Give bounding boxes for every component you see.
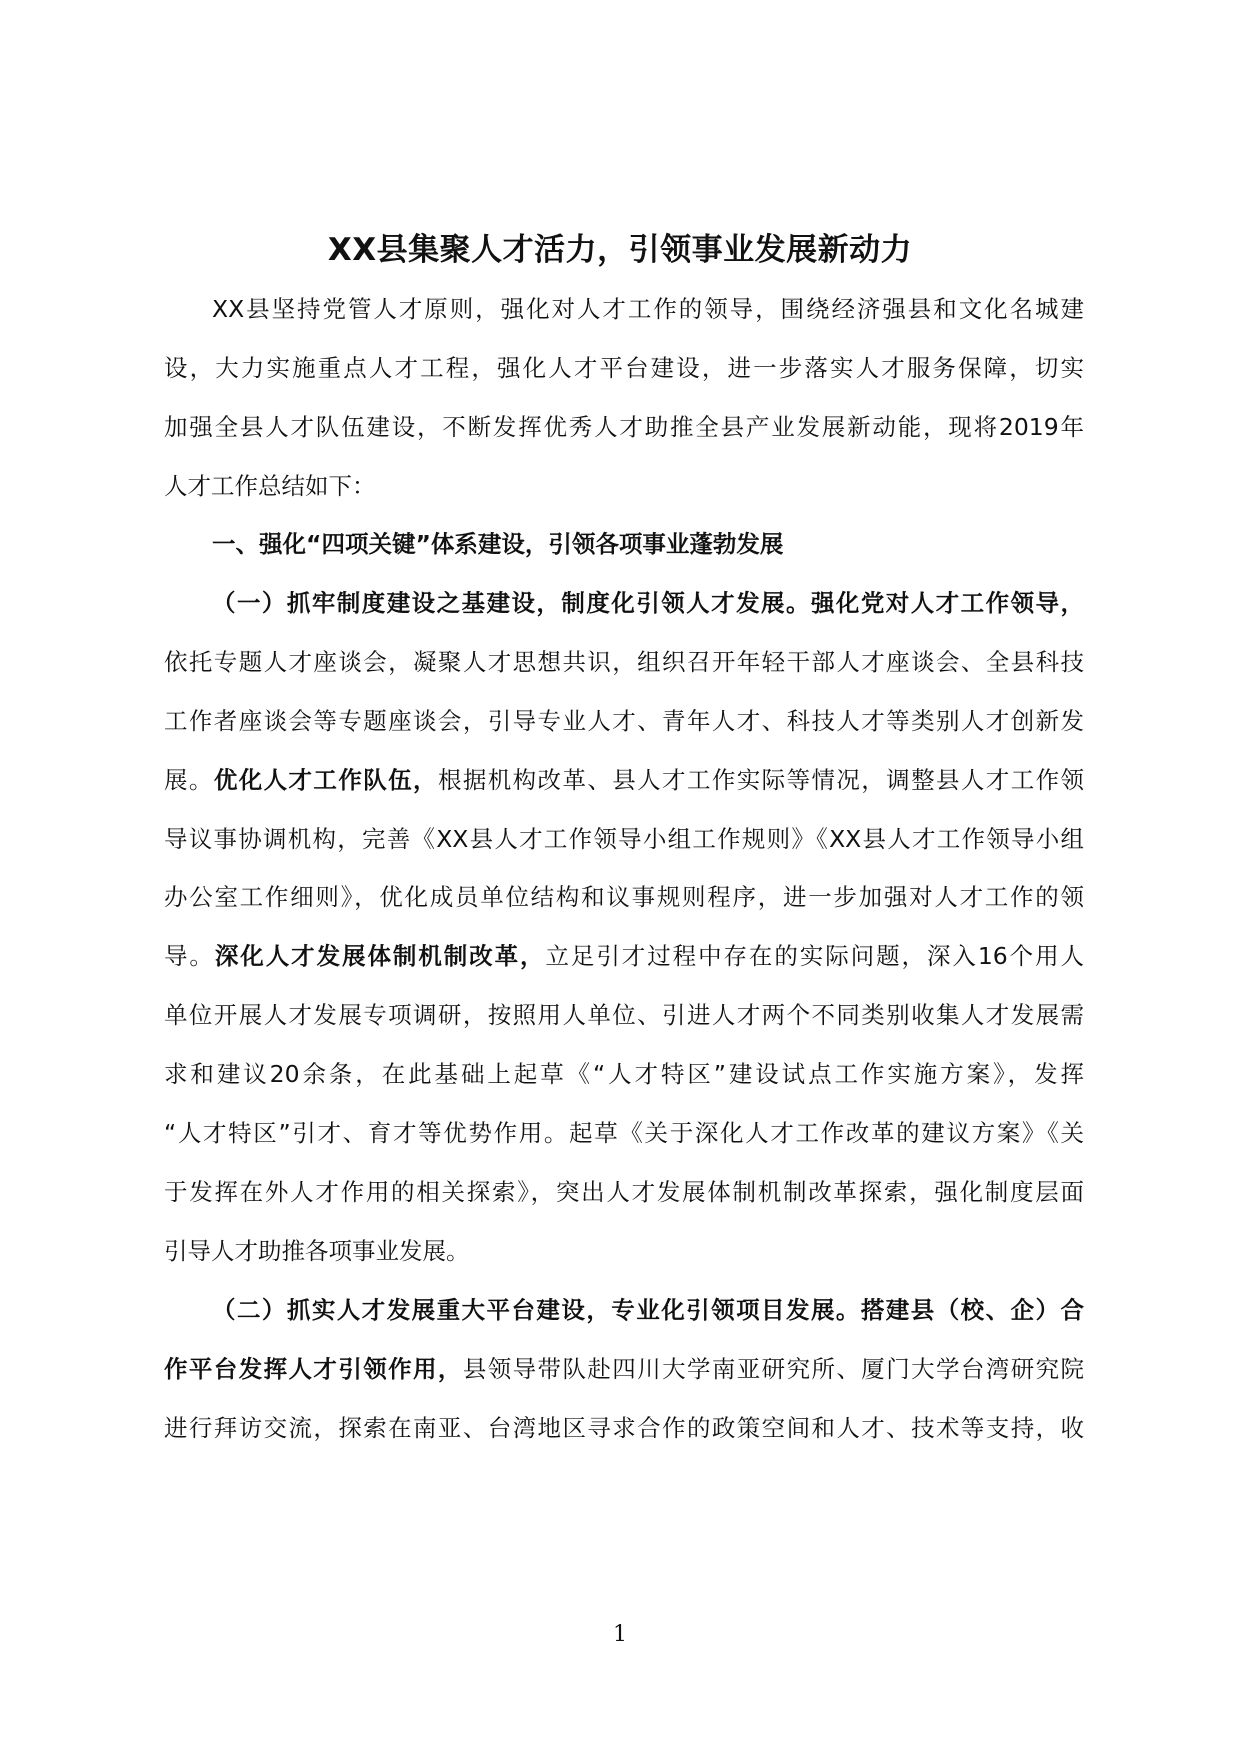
sub1-line-11: 于发挥在外人才作用的相关探索》，突出人才发展体制机制改革探索，强化制度层面 xyxy=(164,1178,1084,1206)
sub1-line-4-bold: 优化人才工作队伍， xyxy=(213,766,438,794)
intro-line-4: 人才工作总结如下： xyxy=(164,472,376,500)
sub2-line-2-post: 县领导带队赴四川大学南亚研究所、厦门大学台湾研究院 xyxy=(462,1355,1085,1383)
sub1-line-4-post: 根据机构改革、县人才工作实际等情况，调整县人才工作领 xyxy=(437,766,1085,794)
sub1-line-3: 工作者座谈会等专题座谈会，引导专业人才、青年人才、科技人才等类别人才创新发 xyxy=(164,707,1084,735)
intro-line-2: 设，大力实施重点人才工程，强化人才平台建设，进一步落实人才服务保障，切实 xyxy=(164,354,1084,382)
sub1-line-4 xyxy=(164,763,1084,797)
intro-line-3: 加强全县人才队伍建设，不断发挥优秀人才助推全县产业发展新动能，现将2019年 xyxy=(164,413,1084,441)
sub2-line-3: 进行拜访交流，探索在南亚、台湾地区寻求合作的政策空间和人才、技术等支持，收 xyxy=(164,1414,1084,1442)
sub1-line-7-bold: 深化人才发展体制机制改革， xyxy=(214,942,546,970)
section-1-heading: 一、强化“四项关键”体系建设，引领各项事业蓬勃发展 xyxy=(212,530,784,558)
sub1-line-8: 单位开展人才发展专项调研，按照用人单位、引进人才两个不同类别收集人才发展需 xyxy=(164,1001,1084,1029)
sub1-line-9: 求和建议20余条，在此基础上起草《“人才特区”建设试点工作实施方案》，发挥 xyxy=(164,1060,1084,1088)
sub1-line-7 xyxy=(164,939,1084,973)
sub1-line-7-post: 立足引才过程中存在的实际问题，深入16个用人 xyxy=(545,942,1085,970)
sub2-line-2-bold: 作平台发挥人才引领作用， xyxy=(164,1355,463,1383)
sub1-line-1: （一）抓牢制度建设之基建设，制度化引领人才发展。强化党对人才工作领导， xyxy=(212,589,1084,617)
sub1-line-12: 引导人才助推各项事业发展。 xyxy=(164,1237,470,1265)
sub1-line-6: 办公室工作细则》，优化成员单位结构和议事规则程序，进一步加强对人才工作的领 xyxy=(164,883,1084,911)
sub1-line-7-pre: 导。 xyxy=(164,942,215,970)
sub2-line-2 xyxy=(164,1352,1084,1386)
intro-line-1: XX县坚持党管人才原则，强化对人才工作的领导，围绕经济强县和文化名城建 xyxy=(212,295,1084,323)
sub1-line-2: 依托专题人才座谈会，凝聚人才思想共识，组织召开年轻干部人才座谈会、全县科技 xyxy=(164,648,1084,676)
page-number: 1 xyxy=(613,1622,627,1647)
sub1-line-5: 导议事协调机构，完善《XX县人才工作领导小组工作规则》《XX县人才工作领导小组 xyxy=(164,825,1084,853)
sub1-line-4-pre: 展。 xyxy=(164,766,214,794)
sub1-line-10: “人才特区”引才、育才等优势作用。起草《关于深化人才工作改革的建议方案》《关 xyxy=(164,1119,1084,1147)
document-title: XX县集聚人才活力，引领事业发展新动力 xyxy=(327,232,913,268)
sub2-line-1: （二）抓实人才发展重大平台建设，专业化引领项目发展。搭建县（校、企）合 xyxy=(212,1296,1084,1324)
